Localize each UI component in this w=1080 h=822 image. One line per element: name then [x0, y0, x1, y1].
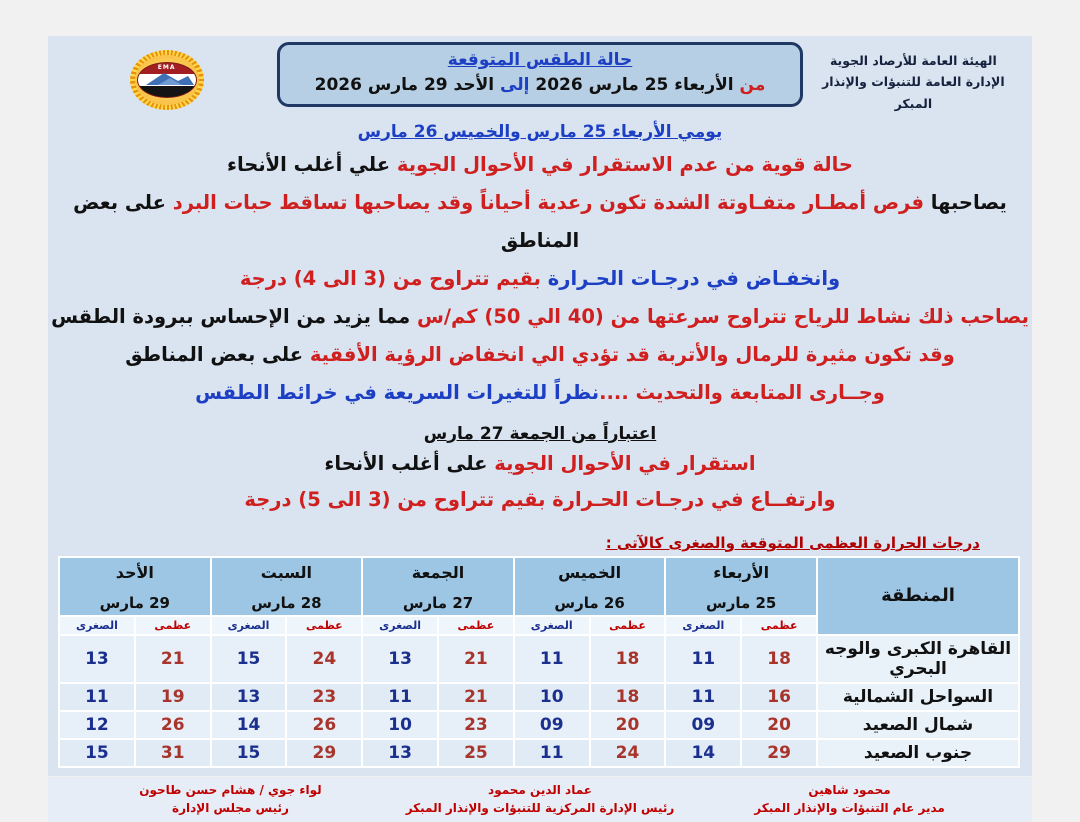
day-name: الأحد — [115, 562, 154, 582]
max-label: عظمى — [286, 616, 362, 635]
line-seg: يصاحبها — [923, 190, 1007, 214]
section2-heading: اعتباراً من الجمعة 27 مارس — [423, 423, 657, 444]
temp-max-cell: 18 — [741, 635, 817, 683]
line-seg: على بعض المناطق — [73, 190, 580, 252]
temp-max-cell: 18 — [590, 683, 666, 711]
day-date: 27 مارس — [402, 593, 474, 612]
forecast-line — [48, 184, 1032, 260]
temp-min-cell: 11 — [665, 635, 741, 683]
line-seg: وجــارى المتابعة والتحديث .... — [599, 380, 885, 404]
day-name: الأربعاء — [713, 562, 770, 582]
signature-title: مدير عام التنبؤات والإنذار المبكر — [754, 801, 945, 816]
temp-min-cell: 13 — [211, 683, 287, 711]
line-seg: استقرار في الأحوال الجوية — [487, 451, 756, 475]
min-label: الصغرى — [665, 616, 741, 635]
temp-max-cell: 26 — [286, 711, 362, 739]
forecast-line — [48, 336, 1032, 374]
forecast-line — [48, 298, 1032, 336]
temp-min-cell: 09 — [514, 711, 590, 739]
day-header — [59, 557, 211, 616]
temp-min-cell: 14 — [211, 711, 287, 739]
table-row — [59, 711, 1019, 739]
line-seg: نظراً للتغيرات السريعة في خرائط الطقس — [195, 380, 600, 404]
date-range-seg: من — [733, 75, 766, 95]
day-header — [211, 557, 363, 616]
day-date: 26 مارس — [554, 593, 625, 612]
temp-min-cell: 11 — [665, 683, 741, 711]
signature-right — [697, 781, 1002, 818]
table-title: درجات الحرارة العظمى المتوقعة والصغرى كالآتى : — [605, 533, 980, 552]
bulletin-title: حالة الطقس المتوقعة — [447, 50, 633, 70]
ema-logo-text: EMA — [157, 64, 176, 71]
signature-left — [78, 781, 383, 818]
temp-max-cell: 29 — [286, 739, 362, 767]
temp-max-cell: 23 — [286, 683, 362, 711]
day-header — [362, 557, 514, 616]
signature-name: عماد الدين محمود — [488, 782, 592, 797]
temp-max-cell: 25 — [438, 739, 514, 767]
line-seg: على بعض المناطق — [125, 342, 304, 366]
org-line-2: الإدارة العامة للتنبؤات والإنذار المبكر — [822, 74, 1005, 111]
line-seg: بقيم تتراوح من (3 الى 4) درجة — [239, 266, 541, 290]
region-name: السواحل الشمالية — [817, 683, 1019, 711]
region-name: القاهرة الكبرى والوجه البحري — [817, 635, 1019, 683]
min-label: الصغرى — [59, 616, 135, 635]
line-seg: على أغلب الأنحاء — [324, 451, 488, 475]
forecast-line — [48, 446, 1032, 482]
temp-max-cell: 24 — [590, 739, 666, 767]
temp-min-cell: 15 — [211, 635, 287, 683]
signature-title: رئيس الإدارة المركزية للتنبؤات والإنذار المبكر — [405, 801, 675, 816]
mountain-cloud-graphic — [138, 72, 196, 86]
line-seg: علي أغلب الأنحاء — [227, 152, 391, 176]
temp-max-cell: 26 — [135, 711, 211, 739]
line-seg: وانخفـاض في درجـات الحـرارة — [540, 266, 841, 290]
day-header — [665, 557, 817, 616]
signature-name: لواء جوي / هشام حسن طاحون — [139, 782, 322, 797]
day-name: الخميس — [558, 562, 622, 582]
temp-max-cell: 23 — [438, 711, 514, 739]
line-seg: فرص أمطـار متفـاوتة الشدة تكون رعدية أحياناً وقد يصاحبها تساقط حبات البرد — [165, 190, 924, 214]
header — [48, 36, 1032, 114]
line-seg: وارتفــاع في درجـات الحـرارة بقيم تتراوح من (3 الى 5) درجة — [244, 487, 836, 511]
temp-min-cell: 09 — [665, 711, 741, 739]
max-label: عظمى — [590, 616, 666, 635]
signature-center — [388, 781, 693, 818]
temp-min-cell: 12 — [59, 711, 135, 739]
temperature-table — [58, 556, 1020, 768]
forecast-line — [48, 482, 1032, 518]
temp-min-cell: 11 — [59, 683, 135, 711]
signature-name: محمود شاهين — [808, 782, 891, 797]
temp-min-cell: 10 — [514, 683, 590, 711]
day-name: السبت — [260, 562, 313, 582]
temp-max-cell: 24 — [286, 635, 362, 683]
temp-max-cell: 21 — [438, 683, 514, 711]
day-header — [514, 557, 666, 616]
forecast-line — [48, 146, 1032, 184]
line-seg: يصاحب ذلك نشاط للرياح تتراوح سرعتها من (40 الي 50) كم/س — [410, 304, 1029, 328]
date-range-seg: الأحد 29 مارس 2026 — [314, 75, 495, 95]
region-name: شمال الصعيد — [817, 711, 1019, 739]
date-range-seg: إلى — [494, 75, 530, 95]
date-range-seg: الأربعاء 25 مارس 2026 — [529, 75, 734, 95]
temp-min-cell: 14 — [665, 739, 741, 767]
max-label: عظمى — [741, 616, 817, 635]
logo-container — [56, 42, 277, 110]
organization-name — [803, 42, 1024, 114]
temp-min-cell: 15 — [59, 739, 135, 767]
temp-max-cell: 16 — [741, 683, 817, 711]
temp-min-cell: 13 — [362, 739, 438, 767]
forecast-line — [48, 374, 1032, 412]
max-label: عظمى — [135, 616, 211, 635]
bulletin-page — [48, 36, 1032, 816]
temp-max-cell: 29 — [741, 739, 817, 767]
temp-min-cell: 13 — [59, 635, 135, 683]
table-header-row — [59, 557, 1019, 616]
day-date: 25 مارس — [706, 593, 777, 612]
temp-min-cell: 10 — [362, 711, 438, 739]
line-seg: مما يزيد من الإحساس ببرودة الطقس — [51, 304, 411, 328]
temp-max-cell: 21 — [438, 635, 514, 683]
region-name: جنوب الصعيد — [817, 739, 1019, 767]
temp-max-cell: 20 — [741, 711, 817, 739]
region-column-header: المنطقة — [817, 557, 1019, 635]
bulletin-date-range — [288, 75, 791, 95]
day-date: 28 مارس — [251, 593, 322, 612]
temp-min-cell: 11 — [514, 635, 590, 683]
min-label: الصغرى — [514, 616, 590, 635]
ema-sun-logo-icon — [130, 50, 204, 110]
temp-min-cell: 11 — [514, 739, 590, 767]
temp-max-cell: 18 — [590, 635, 666, 683]
table-row — [59, 739, 1019, 767]
temp-max-cell: 21 — [135, 635, 211, 683]
temp-max-cell: 31 — [135, 739, 211, 767]
temp-min-cell: 11 — [362, 683, 438, 711]
temp-max-cell: 20 — [590, 711, 666, 739]
signatures — [48, 777, 1032, 822]
line-seg: حالة قوية من عدم الاستقرار في الأحوال الجوية — [390, 152, 853, 176]
temp-min-cell: 15 — [211, 739, 287, 767]
sun-core — [135, 55, 199, 105]
min-label: الصغرى — [362, 616, 438, 635]
day-name: الجمعة — [411, 562, 465, 582]
org-line-1: الهيئة العامة للأرصاد الجوية — [829, 53, 997, 68]
signature-title: رئيس مجلس الإدارة — [172, 801, 289, 816]
table-row — [59, 635, 1019, 683]
min-label: الصغرى — [211, 616, 287, 635]
forecast-line — [48, 260, 1032, 298]
table-row — [59, 683, 1019, 711]
temp-max-cell: 19 — [135, 683, 211, 711]
egypt-flag-ellipse — [137, 62, 197, 98]
header-box — [277, 42, 802, 107]
line-seg: وقد تكون مثيرة للرمال والأتربة قد تؤدي الي انخفاض الرؤية الأفقية — [303, 342, 955, 366]
max-label: عظمى — [438, 616, 514, 635]
day-date: 29 مارس — [99, 593, 170, 612]
section1-heading: يومي الأربعاء 25 مارس والخميس 26 مارس — [357, 121, 723, 142]
temp-min-cell: 13 — [362, 635, 438, 683]
